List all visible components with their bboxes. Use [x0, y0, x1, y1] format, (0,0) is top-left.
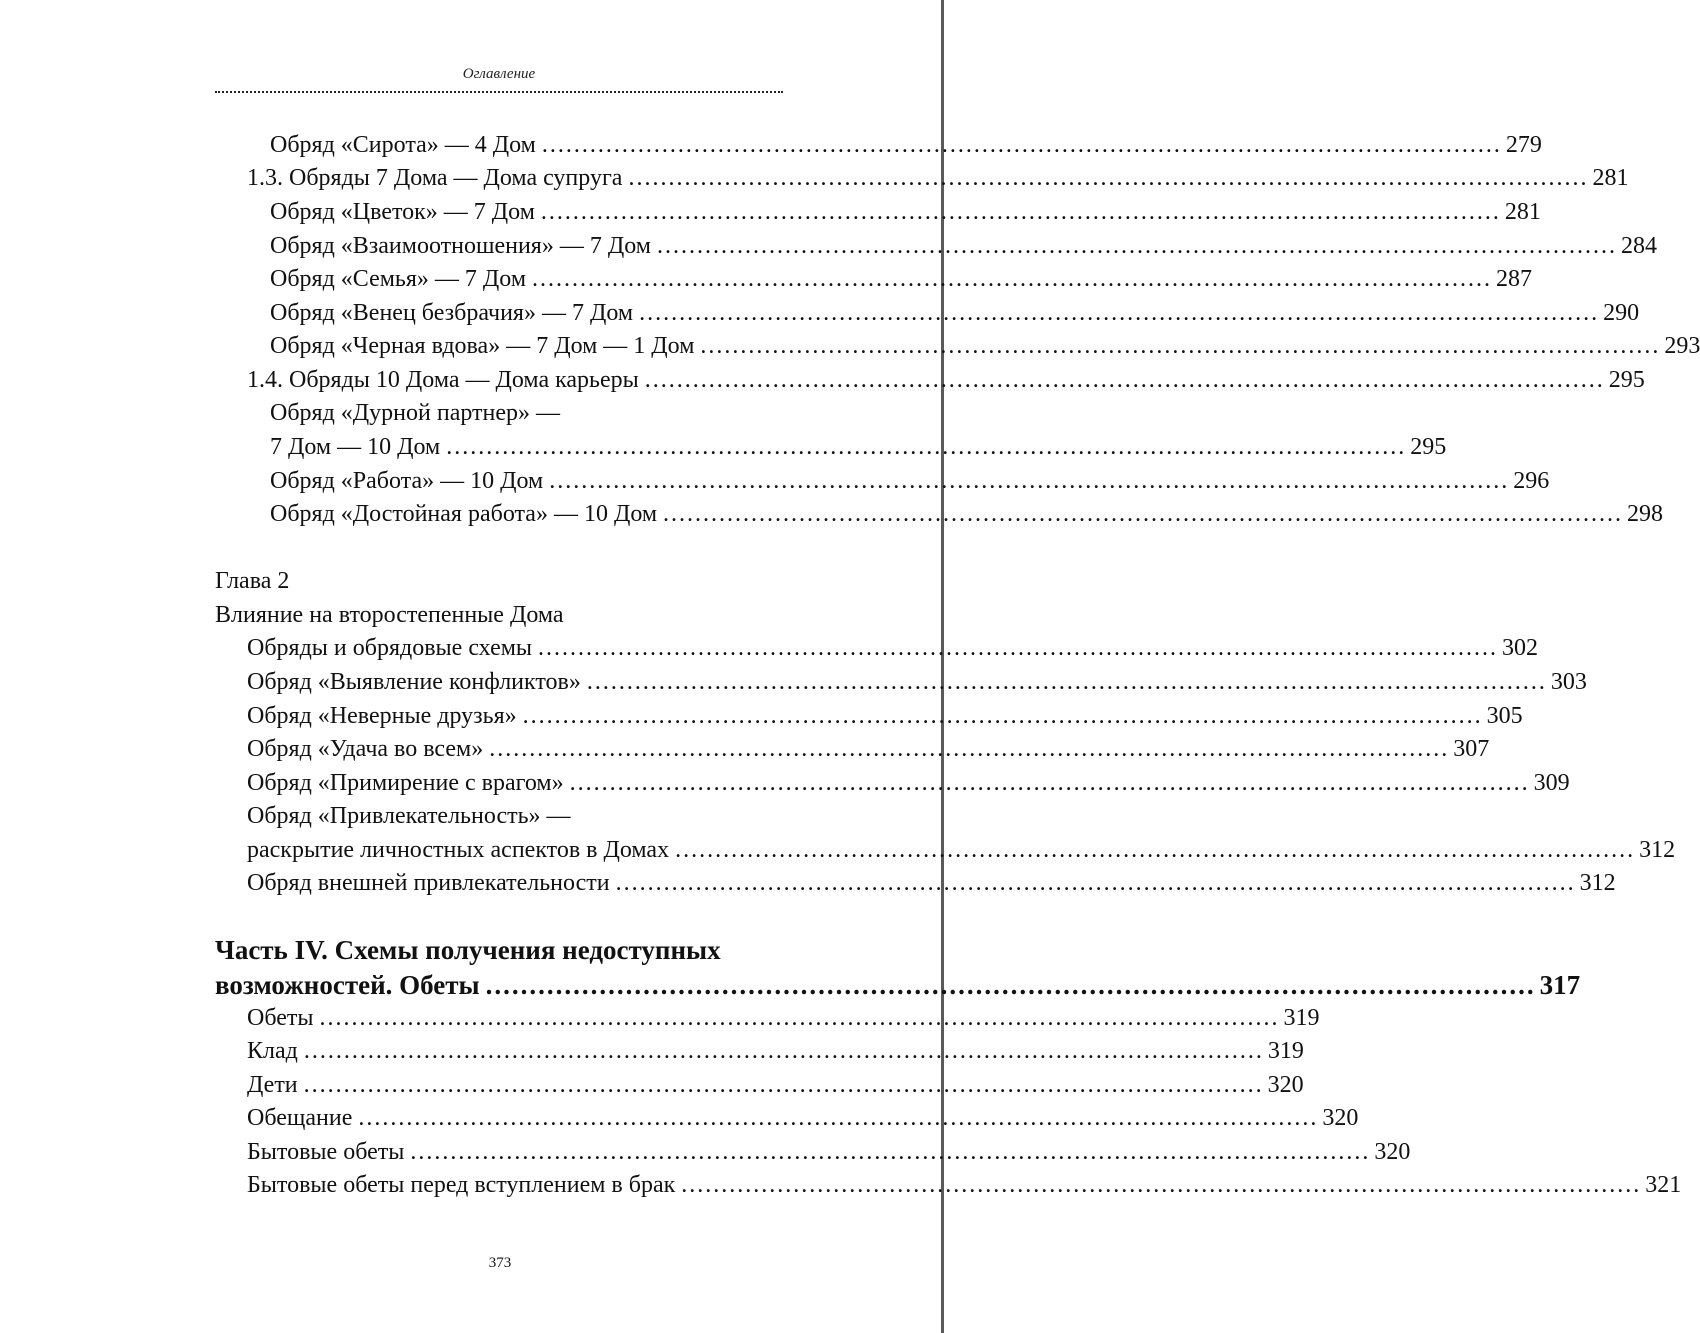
toc-entry-title: Часть IV. Схемы получения недоступных	[215, 935, 721, 965]
toc-entry-title: 1.3. Обряды 7 Дома — Дома супруга	[247, 165, 623, 191]
toc-entry	[247, 669, 1587, 703]
toc-entry	[270, 266, 1533, 300]
toc-entry-page: 279	[1505, 132, 1542, 158]
toc-entry-title: Дети	[247, 1072, 298, 1098]
dot-leader: ........................................................................................................................	[663, 501, 1624, 527]
toc-entry-page: 293	[1664, 333, 1700, 359]
toc-entry	[247, 1105, 1359, 1139]
toc-entry	[270, 333, 1700, 367]
toc-entry	[247, 770, 1570, 804]
toc-entry	[247, 367, 1645, 401]
toc-entry	[215, 935, 777, 969]
toc-entry-title: Обряд «Привлекательность» —	[247, 803, 571, 829]
toc-entry	[247, 803, 777, 837]
dot-leader: ........................................................................................................................	[532, 266, 1493, 292]
toc-entry	[247, 1139, 1411, 1173]
toc-entry-title: Обряд «Цветок» — 7 Дом	[270, 199, 535, 225]
toc-entry-page: 298	[1627, 501, 1664, 527]
toc-entry-title: Обряд «Работа» — 10 Дом	[270, 468, 544, 494]
dot-leader: ........................................................................................................................	[681, 1172, 1642, 1198]
toc-entry-page: 295	[1410, 434, 1447, 460]
dot-leader: ........................................................................................................................	[540, 199, 1501, 225]
dot-leader: ........................................................................................................................	[538, 635, 1499, 661]
toc-entry	[215, 602, 777, 636]
toc-entry	[247, 1038, 1304, 1072]
toc-entry-title: раскрытие личностных аспектов в Домах	[247, 837, 670, 863]
dot-leader: ........................................................................................................................	[541, 132, 1502, 158]
toc-entry-page: 287	[1496, 266, 1533, 292]
toc-entry-title: Обряд «Сирота» — 4 Дом	[270, 132, 536, 158]
toc-entry-page: 320	[1322, 1105, 1359, 1131]
dot-leader: ........................................................................................................................	[446, 434, 1407, 460]
toc-entry-title: возможностей. Обеты	[215, 970, 480, 1000]
toc-entry	[247, 1072, 1304, 1106]
toc-entry-page: 284	[1620, 233, 1657, 259]
dot-leader: ........................................................................................................................	[485, 970, 1536, 1000]
toc-entry-page: 303	[1550, 669, 1587, 695]
toc-entry	[270, 233, 1657, 267]
toc-entry	[215, 568, 777, 602]
toc-entry-title: Глава 2	[215, 568, 290, 594]
toc-entry	[270, 132, 1542, 166]
toc-entry	[247, 870, 1616, 904]
toc-entry-title: Обряд «Взаимоотношения» — 7 Дом	[270, 233, 651, 259]
toc-entry-title: Обряд «Достойная работа» — 10 Дом	[270, 501, 658, 527]
toc-entry	[270, 468, 1550, 502]
toc-entry	[270, 400, 777, 434]
toc-entry-title: Обряд «Неверные друзья»	[247, 703, 517, 729]
toc-entry	[247, 736, 1490, 770]
toc-entry	[247, 837, 1676, 871]
dot-leader: ........................................................................................................................	[303, 1038, 1264, 1064]
toc-entry	[247, 1005, 1320, 1039]
toc-entry	[247, 1172, 1682, 1206]
toc-entry-title: Обряд «Удача во всем»	[247, 736, 484, 762]
dot-leader: ........................................................................................................................	[410, 1139, 1371, 1165]
dot-leader: ........................................................................................................................	[700, 333, 1661, 359]
dot-leader: ........................................................................................................................	[569, 770, 1530, 796]
toc-entry-title: Обряд «Выявление конфликтов»	[247, 669, 581, 695]
dot-leader: ........................................................................................................................	[319, 1005, 1280, 1031]
toc-entry	[270, 434, 1447, 468]
dot-leader: ........................................................................................................................	[522, 703, 1483, 729]
toc-entry-title: Клад	[247, 1038, 298, 1064]
toc-entry-title: Обряд «Семья» — 7 Дом	[270, 266, 527, 292]
toc-entry-page: 321	[1645, 1172, 1682, 1198]
dot-leader: ........................................................................................................................	[358, 1105, 1319, 1131]
dot-leader: ........................................................................................................................	[639, 300, 1600, 326]
toc-entry-page: 302	[1502, 635, 1539, 661]
toc-entry-page: 312	[1579, 870, 1616, 896]
toc-entry	[215, 970, 1581, 1004]
header-rule	[215, 91, 783, 93]
toc-entry-title: Обещание	[247, 1105, 353, 1131]
toc-entry-title: Обряд «Примирение с врагом»	[247, 770, 564, 796]
toc-entry-title: Бытовые обеты перед вступлением в брак	[247, 1172, 676, 1198]
dot-leader: ........................................................................................................................	[615, 870, 1576, 896]
toc-entry-title: Влияние на второстепенные Дома	[215, 602, 564, 628]
dot-leader: ........................................................................................................................	[628, 165, 1589, 191]
toc-entry-title: Обеты	[247, 1005, 314, 1031]
toc-entry-page: 281	[1592, 165, 1629, 191]
toc-entry-page: 317	[1539, 970, 1581, 1000]
dot-leader: ........................................................................................................................	[586, 669, 1547, 695]
toc-entry-page: 290	[1603, 300, 1640, 326]
dot-leader: ........................................................................................................................	[675, 837, 1636, 863]
toc-entry-page: 307	[1453, 736, 1490, 762]
toc-entry-title: 7 Дом — 10 Дом	[270, 434, 441, 460]
toc-entry-page: 309	[1533, 770, 1570, 796]
toc-entry-title: Обряд внешней привлекательности	[247, 870, 610, 896]
dot-leader: ........................................................................................................................	[489, 736, 1450, 762]
dot-leader: ........................................................................................................................	[549, 468, 1510, 494]
page-number: 373	[488, 1255, 512, 1271]
toc-entry	[247, 635, 1539, 669]
toc-entry-page: 305	[1486, 703, 1523, 729]
toc-entry-page: 281	[1504, 199, 1541, 225]
toc-entry	[270, 300, 1640, 334]
toc-entry-title: Бытовые обеты	[247, 1139, 405, 1165]
toc-entry	[247, 165, 1629, 199]
toc-entry-page: 312	[1639, 837, 1676, 863]
toc-entry-title: Обряд «Венец безбрачия» — 7 Дом	[270, 300, 634, 326]
toc-entry-page: 296	[1513, 468, 1550, 494]
toc-entry-title: Обряд «Дурной партнер» —	[270, 400, 561, 426]
toc-entry-title: Обряды и обрядовые схемы	[247, 635, 533, 661]
toc-entry-page: 320	[1267, 1072, 1304, 1098]
toc-entry-page: 320	[1374, 1139, 1411, 1165]
dot-leader: ........................................................................................................................	[303, 1072, 1264, 1098]
toc-entry-title: 1.4. Обряды 10 Дома — Дома карьеры	[247, 367, 639, 393]
toc-entry-title: Обряд «Черная вдова» — 7 Дом — 1 Дом	[270, 333, 695, 359]
toc-entry	[270, 501, 1664, 535]
running-header: Оглавление	[462, 66, 536, 82]
toc-entry-page: 319	[1267, 1038, 1304, 1064]
dot-leader: ........................................................................................................................	[656, 233, 1617, 259]
toc-entry	[247, 703, 1523, 737]
toc-entry-page: 295	[1608, 367, 1645, 393]
toc-entry	[270, 199, 1541, 233]
dot-leader: ........................................................................................................................	[644, 367, 1605, 393]
toc-entry-page: 319	[1283, 1005, 1320, 1031]
